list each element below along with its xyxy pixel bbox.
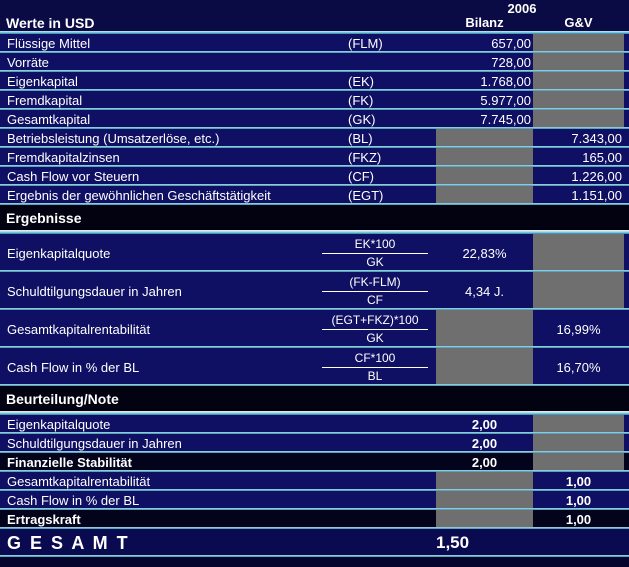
cell-bilanz[interactable]: 4,34 J. — [464, 283, 505, 299]
cell-bilanz[interactable]: 657,00 — [491, 36, 531, 51]
bottom-margin — [0, 557, 629, 566]
row-code: (GK) — [348, 112, 376, 127]
cell-gv-blocked — [533, 453, 624, 472]
cell-gv-blocked — [533, 34, 624, 53]
row-label: Cash Flow in % der BL — [7, 359, 140, 375]
cell-gv-blocked — [533, 434, 624, 453]
cell-bilanz[interactable]: 728,00 — [491, 55, 531, 70]
gv-spacer — [533, 529, 624, 557]
cell-gv[interactable]: 1,00 — [565, 493, 592, 508]
cell-bilanz[interactable]: 22,83% — [462, 245, 507, 261]
cell-bilanz-blocked — [436, 491, 533, 510]
table-row — [0, 53, 629, 72]
cell-bilanz[interactable]: 2,00 — [471, 436, 498, 451]
table-row — [0, 148, 629, 167]
formula-numerator: (FK-FLM) — [322, 275, 428, 292]
year-band — [0, 0, 629, 14]
table-row — [0, 72, 629, 91]
row-label: Vorräte — [7, 55, 49, 70]
total-label: G E S A M T — [7, 532, 130, 553]
formula-denominator: BL — [367, 368, 383, 383]
cell-bilanz-blocked — [436, 310, 533, 348]
cell-gv[interactable]: 16,70% — [556, 359, 601, 375]
formula-numerator: EK*100 — [322, 237, 428, 254]
formula-denominator: GK — [366, 254, 384, 269]
formula-cell — [331, 312, 436, 346]
formula-numerator: (EGT+FKZ)*100 — [322, 313, 428, 330]
cell-bilanz-blocked — [436, 167, 533, 186]
table-row — [0, 91, 629, 110]
cell-gv[interactable]: 16,99% — [556, 321, 601, 337]
row-code: (FK) — [348, 93, 374, 108]
cell-bilanz-blocked — [436, 148, 533, 167]
cell-bilanz[interactable]: 1.768,00 — [480, 74, 531, 89]
formula-denominator: GK — [366, 330, 384, 345]
row-code: (EGT) — [348, 188, 384, 203]
formula-fraction — [322, 237, 428, 270]
row-label: Betriebsleistung (Umsatzerlöse, etc.) — [7, 131, 220, 146]
ratio-row — [0, 310, 629, 348]
section-heading-beurteilung — [0, 386, 629, 412]
row-label: Fremdkapitalzinsen — [7, 150, 120, 165]
row-label: Gesamtkapitalrentabilität — [7, 321, 151, 337]
row-label: Ertragskraft — [7, 512, 81, 527]
row-code: (EK) — [348, 74, 374, 89]
row-label: Cash Flow in % der BL — [7, 493, 140, 508]
table-row — [0, 186, 629, 205]
section-title: Ergebnisse — [6, 209, 82, 226]
grade-row — [0, 491, 629, 510]
row-code: (FLM) — [348, 36, 383, 51]
cell-bilanz[interactable]: 2,00 — [471, 455, 498, 470]
row-label: Cash Flow vor Steuern — [7, 169, 140, 184]
formula-fraction — [322, 313, 428, 346]
section-heading-ergebnisse — [0, 205, 629, 231]
column-header-bilanz: Bilanz — [465, 15, 504, 30]
row-label: Fremdkapital — [7, 93, 83, 108]
column-header-gv: G&V — [564, 15, 593, 30]
row-label: Ergebnis der gewöhnlichen Geschäftstätigkeit — [7, 188, 271, 203]
formula-numerator: CF*100 — [322, 351, 428, 368]
grade-row — [0, 472, 629, 491]
row-label: Gesamtkapitalrentabilität — [7, 474, 151, 489]
cell-gv[interactable]: 7.343,00 — [571, 131, 622, 146]
row-code: (CF) — [348, 169, 374, 184]
table-row — [0, 167, 629, 186]
row-label: Gesamtkapital — [7, 112, 91, 127]
formula-cell — [344, 275, 436, 308]
cell-gv-blocked — [533, 72, 624, 91]
formula-cell — [344, 351, 436, 384]
cell-gv-blocked — [533, 53, 624, 72]
row-code: (FKZ) — [348, 150, 382, 165]
table-row — [0, 129, 629, 148]
ratio-row — [0, 348, 629, 386]
ratio-row — [0, 234, 629, 272]
cell-gv[interactable]: 1.226,00 — [571, 169, 622, 184]
cell-bilanz-blocked — [436, 510, 533, 529]
cell-bilanz-blocked — [436, 129, 533, 148]
grade-row — [0, 415, 629, 434]
cell-bilanz-blocked — [436, 472, 533, 491]
table-row — [0, 110, 629, 129]
cell-bilanz[interactable]: 7.745,00 — [480, 112, 531, 127]
table-row — [0, 34, 629, 53]
total-row — [0, 529, 629, 557]
cell-bilanz[interactable]: 5.977,00 — [480, 93, 531, 108]
grade-row — [0, 434, 629, 453]
formula-fraction — [322, 275, 428, 308]
grade-subtotal-row — [0, 510, 629, 529]
cell-bilanz[interactable]: 2,00 — [471, 417, 498, 432]
row-label: Eigenkapital — [7, 74, 78, 89]
row-label: Schuldtilgungsdauer in Jahren — [7, 436, 182, 451]
cell-gv[interactable]: 1.151,00 — [571, 188, 622, 203]
section-title: Beurteilung/Note — [6, 390, 119, 407]
cell-gv-blocked — [533, 91, 624, 110]
cell-gv-blocked — [533, 272, 624, 310]
cell-gv[interactable]: 165,00 — [582, 150, 622, 165]
cell-bilanz-blocked — [436, 348, 533, 386]
row-label: Flüssige Mittel — [7, 36, 91, 51]
column-header-row — [0, 14, 629, 31]
row-label: Schuldtilgungsdauer in Jahren — [7, 283, 182, 299]
row-label: Eigenkapitalquote — [7, 245, 111, 261]
formula-denominator: CF — [367, 292, 383, 307]
cell-gv-blocked — [533, 110, 624, 129]
cell-gv-blocked — [533, 234, 624, 272]
cell-gv-blocked — [533, 415, 624, 434]
formula-cell — [344, 237, 436, 270]
row-code: (BL) — [348, 131, 373, 146]
cell-gv[interactable]: 1,00 — [565, 512, 592, 527]
ratio-row — [0, 272, 629, 310]
grade-subtotal-row — [0, 453, 629, 472]
total-value[interactable]: 1,50 — [436, 533, 470, 552]
cell-gv[interactable]: 1,00 — [565, 474, 592, 489]
row-label: Eigenkapitalquote — [7, 417, 111, 432]
year-header: 2006 — [507, 1, 537, 16]
row-label: Finanzielle Stabilität — [7, 455, 132, 470]
formula-fraction — [322, 351, 428, 384]
sheet-title: Werte in USD — [6, 14, 95, 31]
cell-bilanz-blocked — [436, 186, 533, 205]
